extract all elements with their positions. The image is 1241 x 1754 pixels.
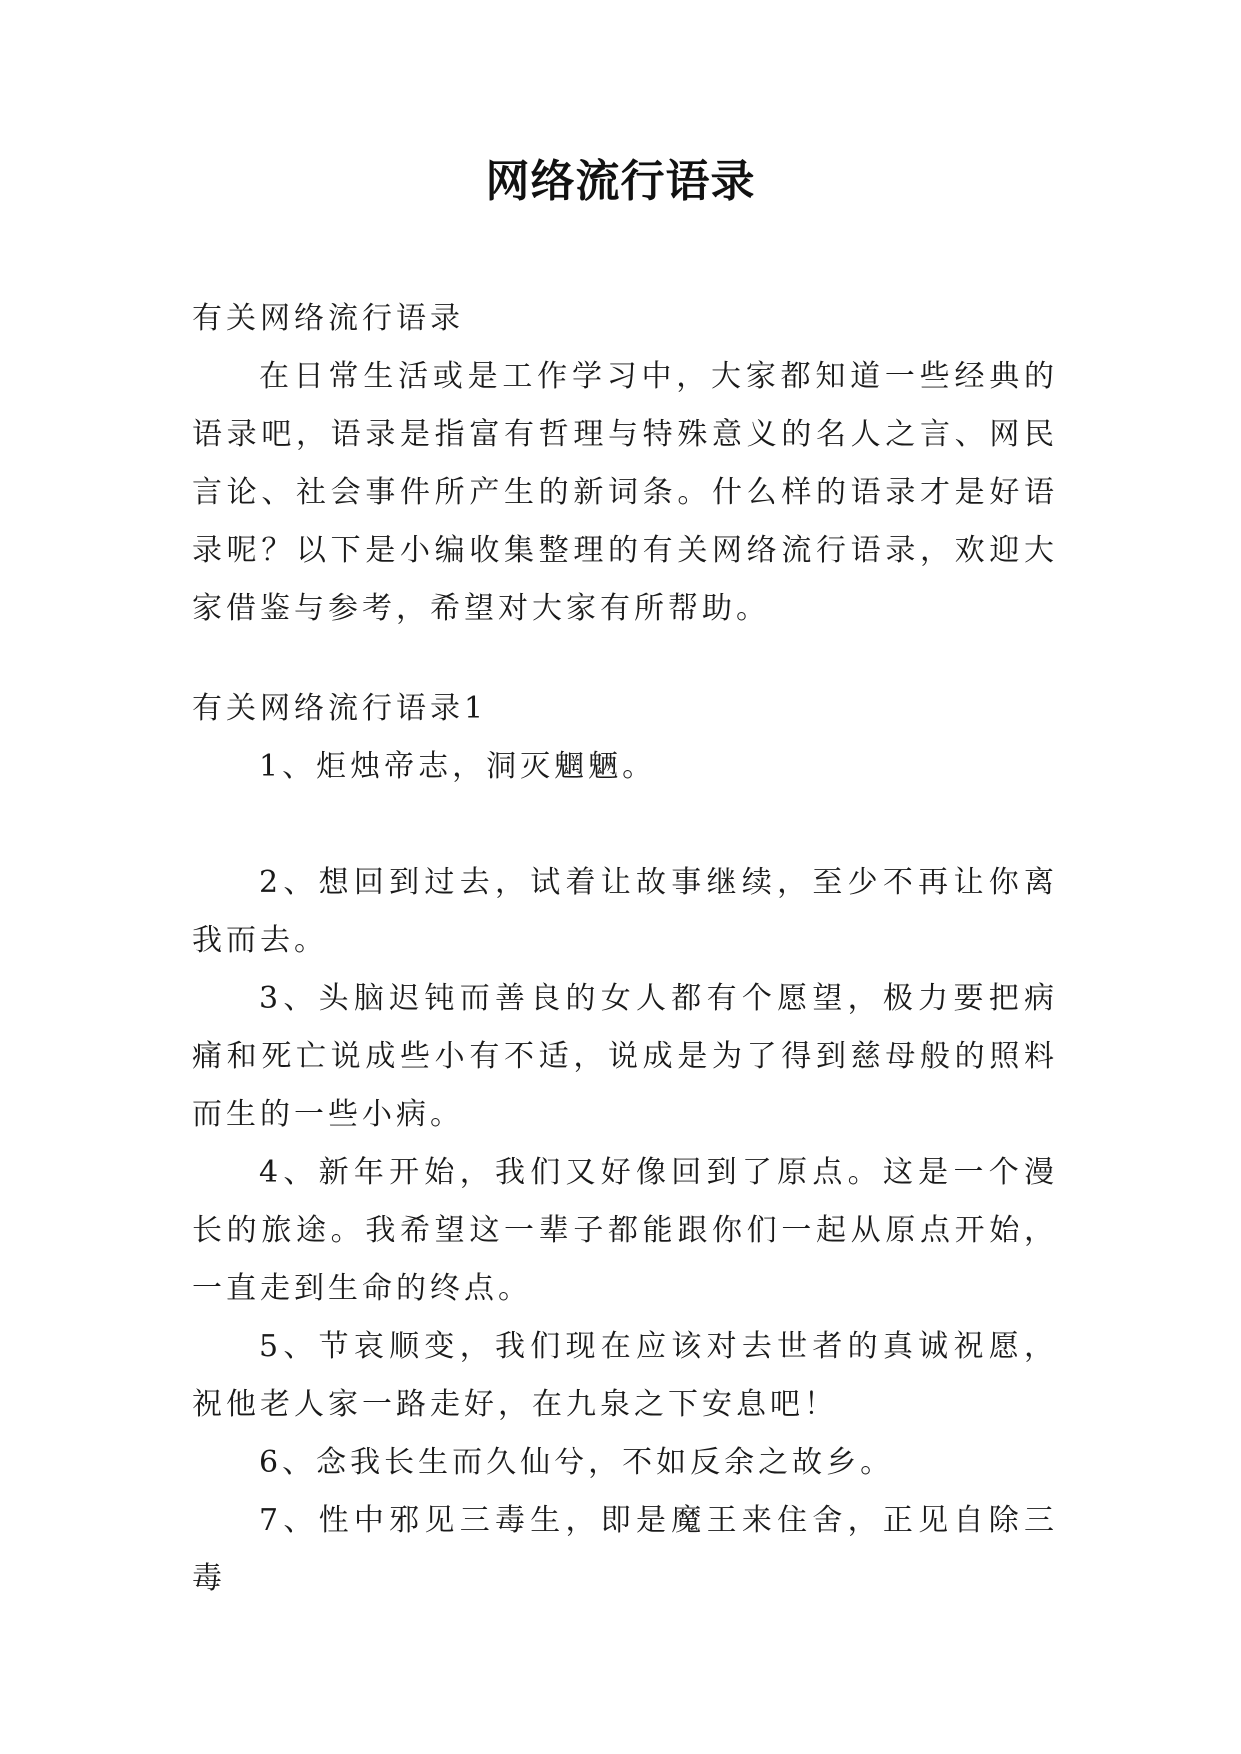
subtitle: 有关网络流行语录 — [192, 301, 464, 336]
list-item: 4、新年开始，我们又好像回到了原点。这是一个漫长的旅途。我希望这一辈子都能跟你们一起从原点开始，一直走到生命的终点。 — [192, 1155, 1058, 1306]
document-body — [192, 290, 1058, 1608]
intro-paragraph: 在日常生活或是工作学习中，大家都知道一些经典的语录吧，语录是指富有哲理与特殊意义的名人之言、网民言论、社会事件所产生的新词条。什么样的语录才是好语录呢？以下是小编收集整理的有关网络流行语录，欢迎大家借鉴与参考，希望对大家有所帮助。 — [192, 359, 1058, 626]
spacer — [192, 796, 1058, 854]
spacer — [192, 638, 1058, 680]
list-item: 3、头脑迟钝而善良的女人都有个愿望，极力要把病痛和死亡说成些小有不适，说成是为了得到慈母般的照料而生的一些小病。 — [192, 981, 1058, 1132]
list-item: 1、炬烛帝志，洞灭魍魉。 — [259, 749, 657, 784]
section-heading: 有关网络流行语录1 — [192, 691, 488, 726]
list-item: 6、念我长生而久仙兮，不如反余之故乡。 — [259, 1445, 895, 1480]
list-item: 7、性中邪见三毒生，即是魔王来住舍，正见自除三毒 — [192, 1503, 1058, 1596]
list-item: 2、想回到过去，试着让故事继续，至少不再让你离我而去。 — [192, 865, 1058, 958]
document-title: 网络流行语录 — [485, 156, 756, 207]
list-item: 5、节哀顺变，我们现在应该对去世者的真诚祝愿，祝他老人家一路走好，在九泉之下安息吧！ — [192, 1329, 1058, 1422]
